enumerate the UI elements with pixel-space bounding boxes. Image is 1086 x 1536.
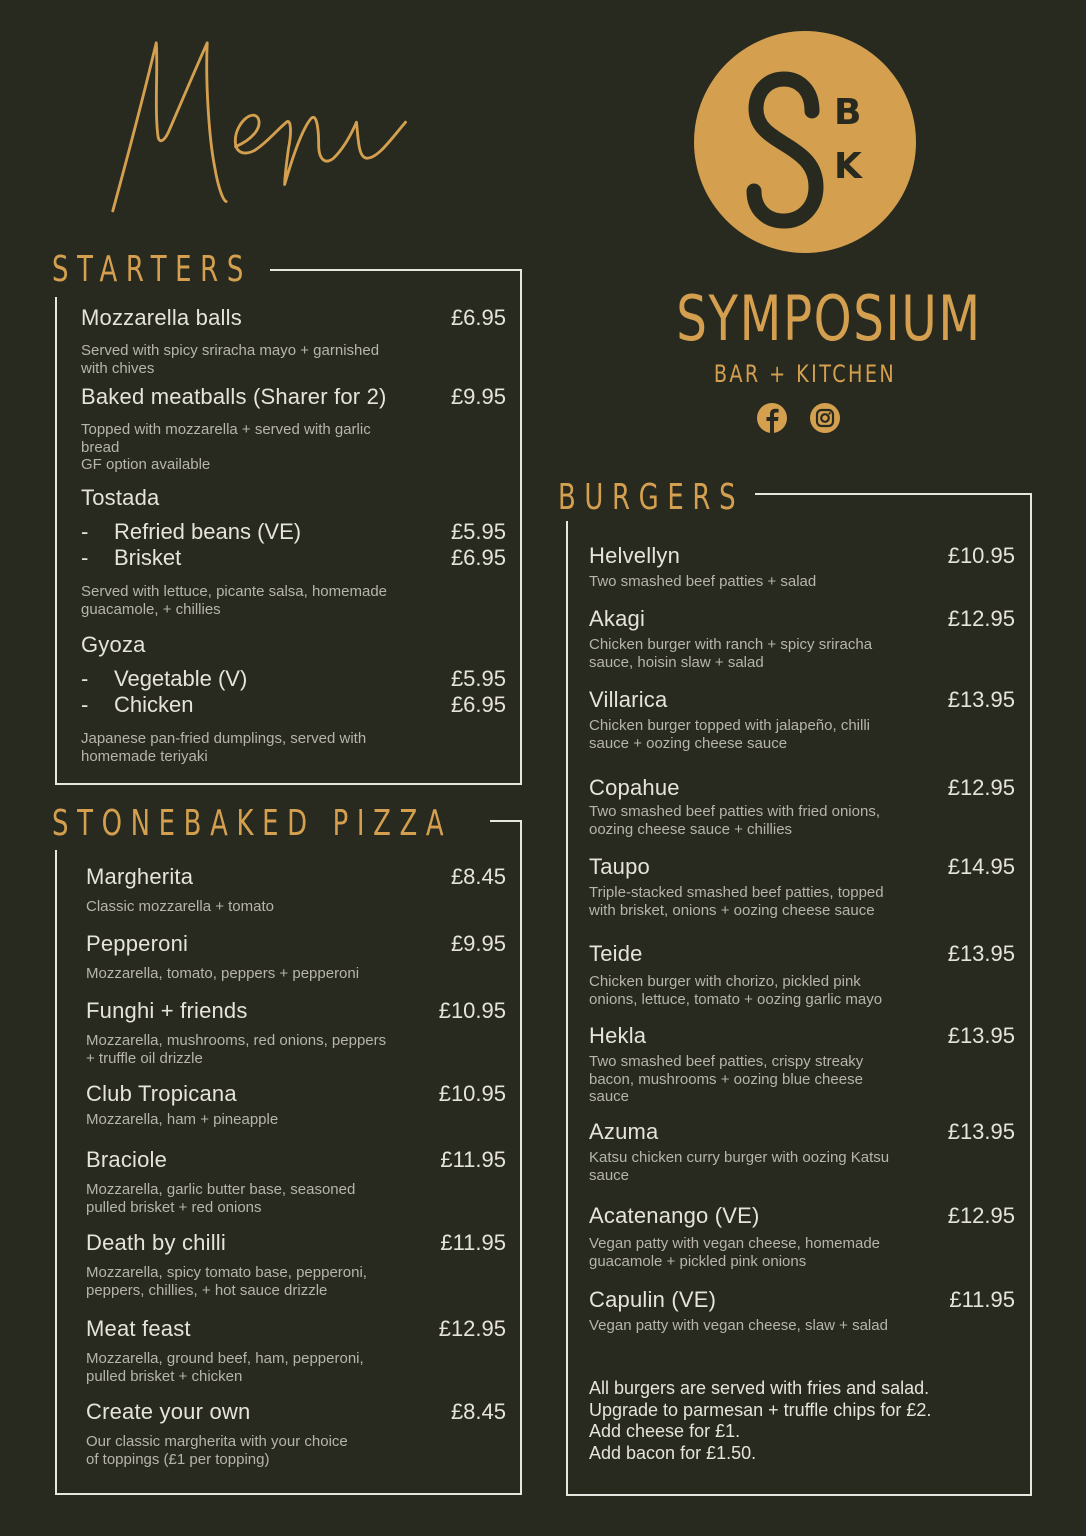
instagram-icon[interactable] [809,402,841,434]
starters-frame-corner [520,269,522,299]
item-description: guacamole + pickled pink onions [589,1252,807,1270]
item-option [81,666,506,692]
item-name: Villarica [589,687,668,712]
burgers-frame-top [755,493,1032,495]
item-description: bread [81,438,120,456]
note-line: All burgers are served with fries and salad. [589,1378,930,1398]
brand-name: SYMPOSIUM [676,282,982,355]
starters-heading: STARTERS [52,249,252,290]
item-description: of toppings (£1 per topping) [86,1450,270,1468]
item-price: £6.95 [450,305,506,330]
menu-script-title [92,20,432,230]
item-name: Margherita [86,864,194,889]
item-price: £10.95 [438,1081,506,1106]
menu-item-gyoza [81,632,506,765]
dash: - [81,545,89,570]
item-description: Two smashed beef patties, crispy streaky [589,1053,864,1070]
item-price: £13.95 [947,941,1015,966]
item-description: Katsu chicken curry burger with oozing Katsu [589,1149,890,1166]
item-name: Meat feast [86,1316,191,1341]
item-description: Served with spicy sriracha mayo + garnished [81,342,380,359]
item-description: sauce + oozing cheese sauce [589,734,788,752]
item-description: Vegan patty with vegan cheese, homemade [589,1235,881,1252]
item-description: with chives [81,359,155,377]
menu-item [86,1316,506,1385]
item-description: Our classic margherita with your choice [86,1433,348,1450]
menu-item [86,864,506,916]
item-price: £12.95 [947,606,1015,631]
item-description: Chicken burger with ranch + spicy sriracha [589,636,873,653]
item-description: sauce [589,1166,630,1184]
item-description: Mozzarella, garlic butter base, seasoned [86,1181,356,1198]
item-description: Mozzarella, ground beef, ham, pepperoni, [86,1350,364,1367]
item-description: Mozzarella, tomato, peppers + pepperoni [86,965,360,982]
menu-item [589,606,1015,671]
item-name: Capulin (VE) [589,1287,717,1312]
option-name: Vegetable (V) [114,666,248,691]
item-price: £10.95 [947,543,1015,568]
pizza-frame-corner [520,820,522,852]
item-name: Hekla [589,1023,647,1048]
item-price: £12.95 [438,1316,506,1341]
item-description: Classic mozzarella + tomato [86,898,274,915]
menu-script-title-graphic [92,20,432,230]
item-name: Funghi + friends [86,998,248,1023]
item-price: £9.95 [450,931,506,956]
burgers-heading: BURGERS [558,477,745,518]
item-name: Baked meatballs (Sharer for 2) [81,384,387,409]
starters-frame-top [270,269,522,271]
item-price: £10.95 [438,998,506,1023]
menu-item [86,1230,506,1299]
menu-item [589,1287,1015,1335]
item-name: Create your own [86,1399,251,1424]
menu-item [86,931,506,983]
menu-item [589,775,1015,838]
item-name: Club Tropicana [86,1081,237,1106]
item-price: £12.95 [947,1203,1015,1228]
item-description: guacamole, + chillies [81,600,221,618]
menu-item [86,998,506,1067]
item-price: £14.95 [947,854,1015,879]
menu-item-mozzarella-balls [81,305,506,377]
item-price: £8.45 [450,1399,506,1424]
burgers-frame-corner [1030,493,1032,523]
item-price: £8.45 [450,864,506,889]
item-name: Teide [589,941,643,966]
item-description: with brisket, onions + oozing cheese sauce [589,901,875,919]
item-option [81,692,506,718]
item-name: Azuma [589,1119,659,1144]
item-description: Mozzarella, spicy tomato base, pepperoni, [86,1264,367,1281]
menu-item [589,1023,1015,1106]
option-name: Chicken [114,692,194,717]
dash: - [81,666,89,691]
pizza-frame-top [490,820,522,822]
burger-notes [589,1378,1015,1464]
item-name: Helvellyn [589,543,681,568]
item-price: £13.95 [947,1023,1015,1048]
note-line: Add cheese for £1. [589,1421,741,1441]
item-name: Braciole [86,1147,168,1172]
item-name: Akagi [589,606,646,631]
pizza-heading: STONEBAKED PIZZA [52,803,453,844]
item-option [81,545,506,571]
option-name: Brisket [114,545,182,570]
menu-item [86,1081,506,1129]
sbk-monogram-icon [694,31,916,253]
menu-item-tostada [81,485,506,618]
item-description: pulled brisket + red onions [86,1198,262,1216]
item-description: Japanese pan-fried dumplings, served with [81,730,367,747]
item-description: Mozzarella, ham + pineapple [86,1111,279,1128]
item-description: sauce, hoisin slaw + salad [589,653,764,671]
menu-item [589,1119,1015,1184]
item-price: £11.95 [440,1230,506,1255]
option-price: £6.95 [450,692,506,717]
item-name: Death by chilli [86,1230,226,1255]
menu-item [86,1399,506,1468]
item-price: £9.95 [450,384,506,409]
dash: - [81,519,89,544]
item-description: pulled brisket + chicken [86,1367,243,1385]
menu-item-baked-meatballs [81,384,506,474]
burgers-frame [566,521,1032,1496]
item-name: Copahue [589,775,680,800]
item-name: Tostada [81,485,160,510]
note-line: Add bacon for £1.50. [589,1442,757,1463]
item-option [81,519,506,545]
item-description: Two smashed beef patties with fried onions, [589,803,880,820]
option-price: £5.95 [450,666,506,691]
menu-item [589,1203,1015,1270]
logo-badge [694,31,916,253]
item-description: Two smashed beef patties + salad [589,573,817,590]
item-name: Acatenango (VE) [589,1203,760,1228]
item-name: Mozzarella balls [81,305,242,330]
starters-frame [55,297,522,785]
monogram-k: K [834,146,862,187]
item-description: Chicken burger topped with jalapeño, chilli [589,717,871,734]
item-name: Taupo [589,854,650,879]
item-price: £13.95 [947,687,1015,712]
brand-tagline: BAR + KITCHEN [713,360,897,388]
monogram-b: B [834,92,862,133]
menu-item [86,1147,506,1216]
item-price: £11.95 [949,1287,1015,1312]
item-description: Chicken burger with chorizo, pickled pink [589,973,861,990]
menu-item [589,687,1015,752]
note-line: Upgrade to parmesan + truffle chips for £2. [589,1399,932,1420]
item-description: Triple-stacked smashed beef patties, topped [589,884,884,901]
item-description: Topped with mozzarella + served with garlic [81,421,371,438]
option-price: £5.95 [450,519,506,544]
item-description: Served with lettuce, picante salsa, homemade [81,583,387,600]
item-name: Gyoza [81,632,146,657]
dash: - [81,692,89,717]
facebook-icon[interactable] [756,402,788,434]
item-description: oozing cheese sauce + chillies [589,820,793,838]
item-price: £11.95 [440,1147,506,1172]
menu-item [589,941,1015,1008]
item-name: Pepperoni [86,931,189,956]
item-description: Vegan patty with vegan cheese, slaw + salad [589,1317,888,1334]
option-name: Refried beans (VE) [114,519,302,544]
item-description: bacon, mushrooms + oozing blue cheese [589,1070,863,1088]
item-description: onions, lettuce, tomato + oozing garlic mayo [589,990,883,1008]
item-price: £12.95 [947,775,1015,800]
item-description: + truffle oil drizzle [86,1049,203,1067]
menu-item [589,543,1015,591]
item-description: peppers, chillies, + hot sauce drizzle [86,1281,328,1299]
item-price: £13.95 [947,1119,1015,1144]
menu-item [589,854,1015,919]
option-price: £6.95 [450,545,506,570]
item-description: Mozzarella, mushrooms, red onions, peppers [86,1032,387,1049]
pizza-frame [55,850,522,1495]
item-description: GF option available [81,456,211,473]
item-description: sauce [589,1088,630,1105]
item-description: homemade teriyaki [81,747,208,765]
